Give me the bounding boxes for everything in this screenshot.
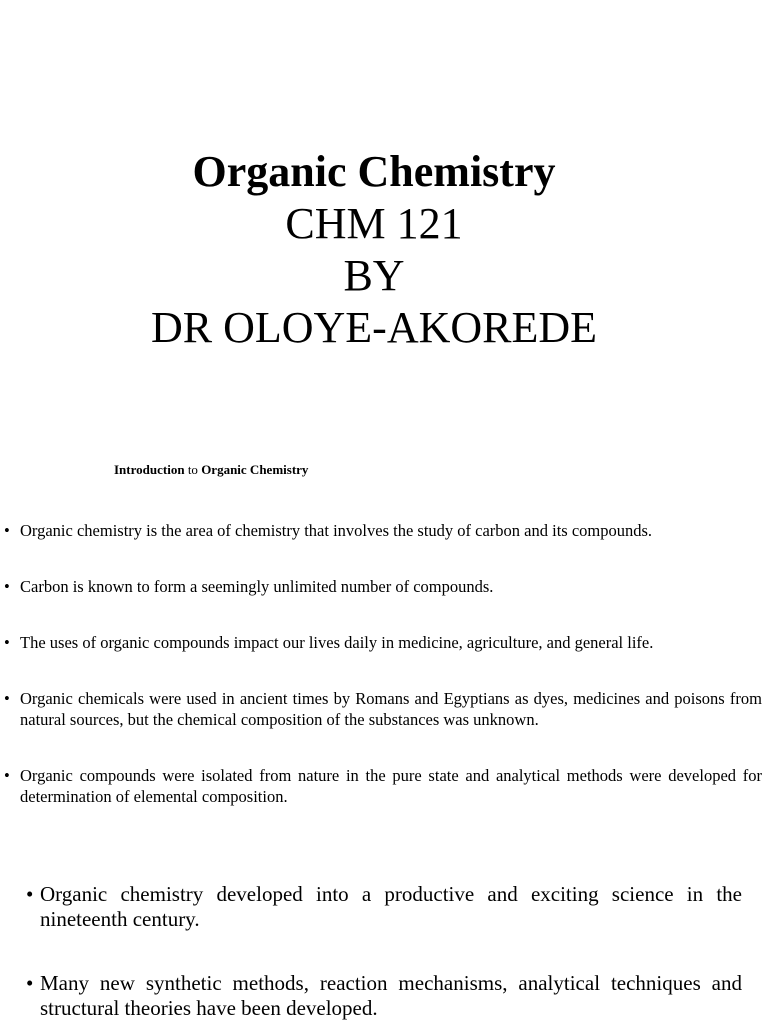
title-block (0, 146, 748, 354)
bullet-icon: • (26, 971, 34, 995)
intro-heading-part-1: Introduction (114, 462, 185, 477)
list-item (0, 520, 762, 541)
intro-slide (0, 440, 768, 867)
intro-heading (114, 462, 308, 478)
bullet-text: Organic compounds were isolated from nature in the pure state and analytical methods were developed for determination of elemental composition. (20, 766, 762, 806)
title-slide (0, 0, 768, 440)
intro-bullet-list (0, 520, 762, 842)
intro-heading-part-2: Organic Chemistry (201, 462, 309, 477)
list-item (0, 688, 762, 730)
continuation-bullet-list (0, 882, 742, 1024)
bullet-text: The uses of organic compounds impact our lives daily in medicine, agriculture, and general life. (20, 633, 654, 652)
slide-title: Organic Chemistry (192, 147, 556, 196)
list-item (0, 882, 742, 932)
bullet-icon: • (4, 633, 10, 652)
bullet-text: Organic chemicals were used in ancient times by Romans and Egyptians as dyes, medicines and poisons from natural sources, but the chemical composition of the substances was unknown. (20, 689, 762, 729)
bullet-text: Organic chemistry developed into a productive and exciting science in the nineteenth century. (40, 882, 742, 931)
list-item (0, 765, 762, 807)
author-name: DR OLOYE-AKOREDE (150, 303, 598, 352)
list-item (0, 632, 762, 653)
bullet-icon: • (26, 882, 34, 906)
bullet-text: Organic chemistry is the area of chemistry that involves the study of carbon and its compounds. (20, 521, 653, 540)
bullet-icon: • (4, 521, 10, 540)
list-item (0, 971, 742, 1021)
bullet-text: Carbon is known to form a seemingly unlimited number of compounds. (20, 577, 494, 596)
bullet-icon: • (4, 689, 10, 708)
list-item (0, 576, 762, 597)
intro-heading-connector: to (184, 462, 202, 477)
bullet-text: Many new synthetic methods, reaction mechanisms, analytical techniques and structural theories have been developed. (40, 971, 742, 1020)
by-label: BY (343, 251, 405, 300)
continuation-slide (0, 867, 768, 1024)
bullet-icon: • (4, 766, 10, 785)
bullet-icon: • (4, 577, 10, 596)
course-code: CHM 121 (285, 199, 463, 248)
